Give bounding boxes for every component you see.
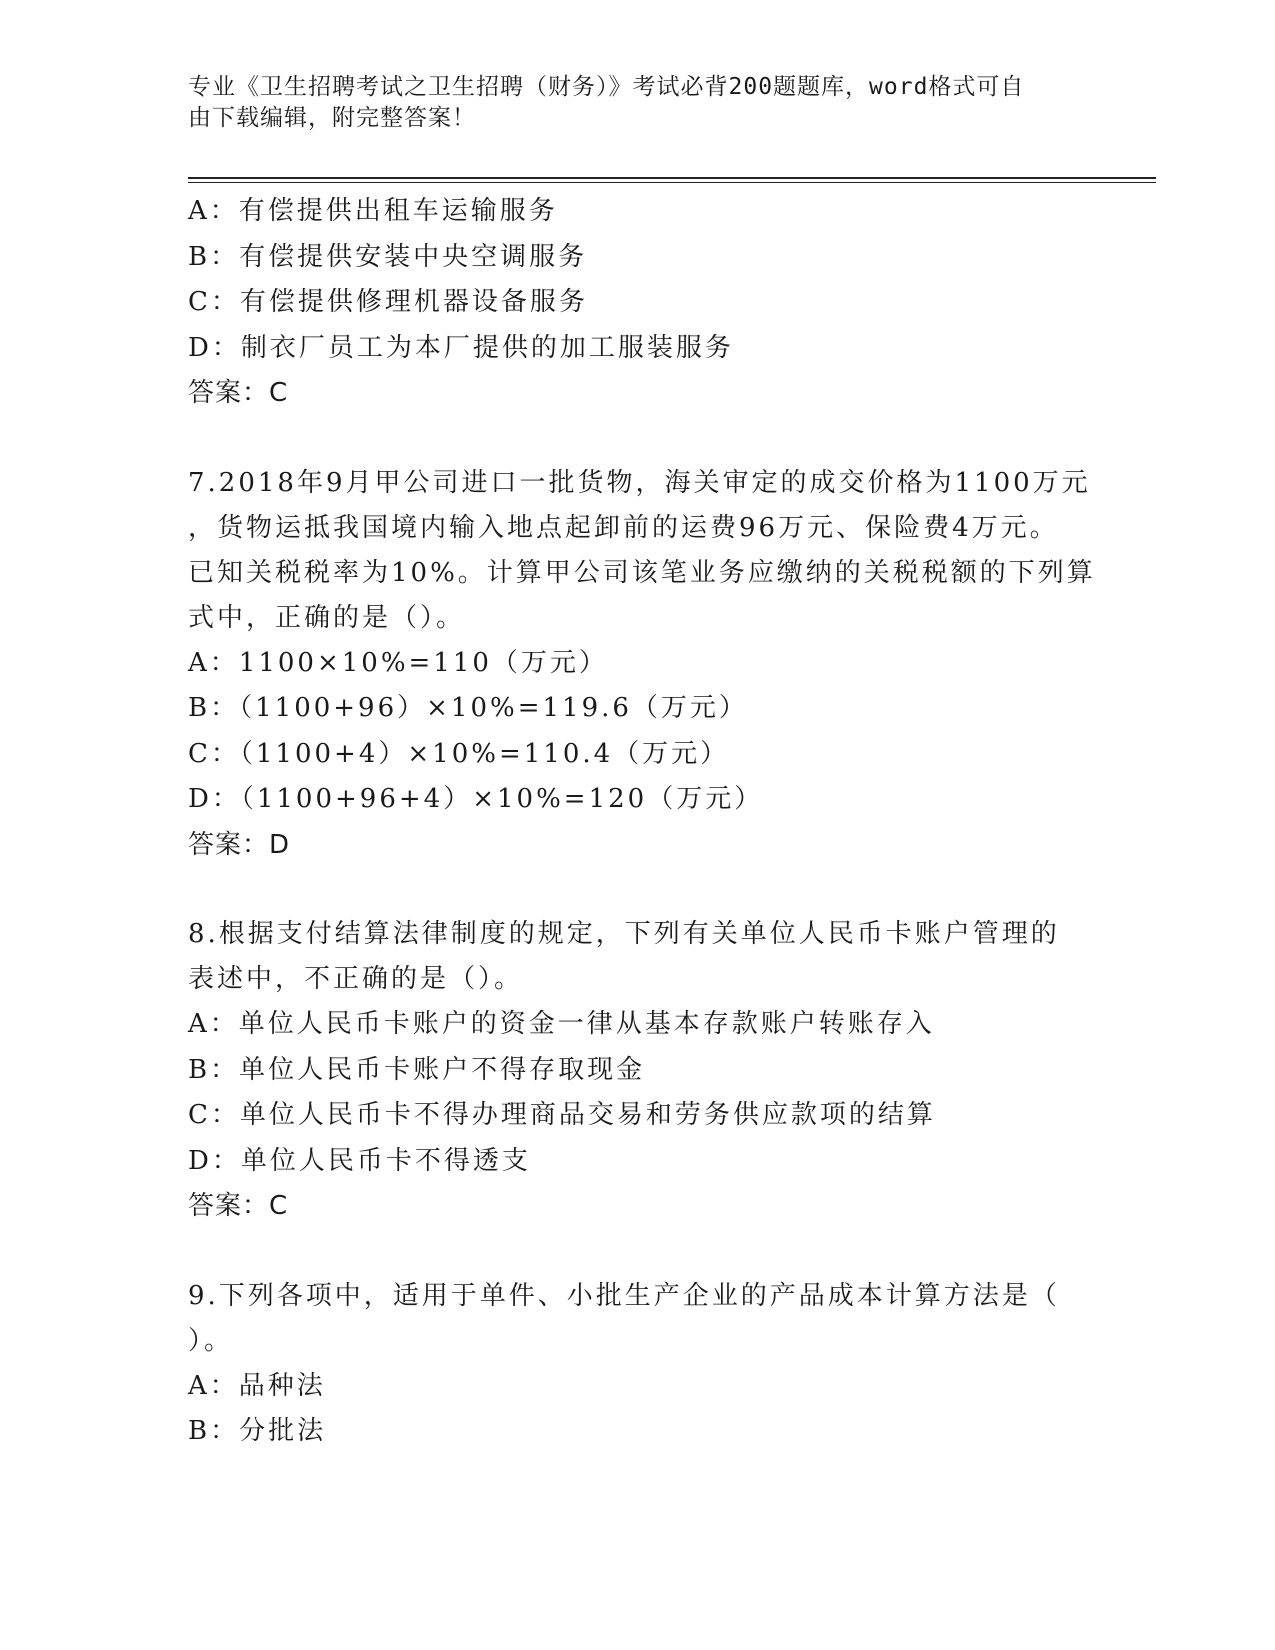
option-a: A：品种法 — [188, 1370, 326, 1401]
question-text-line: 表述中，不正确的是（）。 — [188, 964, 524, 994]
question-text-line: 式中，正确的是（）。 — [188, 602, 466, 633]
option-d: D：（1100+96+4）×10%=120（万元） — [188, 784, 764, 814]
question-block — [188, 189, 1088, 417]
option-a: A：1100×10%=110（万元） — [188, 647, 608, 678]
question-text-line: 9.下列各项中，适用于单件、小批生产企业的产品成本计算方法是（ — [188, 1280, 1060, 1311]
question-block — [188, 1274, 1088, 1455]
option-a: A：有偿提供出租车运输服务 — [188, 196, 558, 226]
question-list — [188, 189, 1096, 1455]
answer: 答案：C — [188, 378, 289, 408]
page-header — [188, 72, 1078, 134]
option-b: B：单位人民币卡账户不得存取现金 — [188, 1054, 646, 1085]
question-block — [188, 912, 1088, 1230]
option-a: A：单位人民币卡账户的资金一律从基本存款账户转账存入 — [188, 1009, 935, 1039]
question-text-line: ，货物运抵我国境内输入地点起卸前的运费96万元、保险费4万元。 — [188, 512, 1059, 543]
question-text-line: ）。 — [188, 1325, 234, 1356]
header-line-1: 专业《卫生招聘考试之卫生招聘（财务）》考试必背200题题库，word格式可自 — [188, 74, 1025, 100]
answer: 答案：C — [188, 1191, 289, 1221]
option-d: D：制衣厂员工为本厂提供的加工服装服务 — [188, 332, 734, 363]
option-d: D：单位人民币卡不得透支 — [188, 1145, 531, 1176]
header-line-2: 由下载编辑，附完整答案！ — [188, 105, 476, 131]
option-b: B：有偿提供安装中央空调服务 — [188, 241, 588, 272]
question-text-line: 8.根据支付结算法律制度的规定，下列有关单位人民币卡账户管理的 — [188, 919, 1060, 949]
option-c: C：单位人民币卡不得办理商品交易和劳务供应款项的结算 — [188, 1100, 936, 1130]
option-c: C：（1100+4）×10%=110.4（万元） — [188, 738, 730, 769]
question-text-line: 7.2018年9月甲公司进口一批货物，海关审定的成交价格为1100万元 — [188, 467, 1091, 498]
answer: 答案：D — [188, 829, 291, 860]
question-block — [188, 461, 1096, 869]
header-divider — [188, 177, 1156, 183]
question-text-line: 已知关税税率为10%。计算甲公司该笔业务应缴纳的关税税额的下列算 — [188, 557, 1096, 588]
option-b: B：（1100+96）×10%=119.6（万元） — [188, 693, 748, 723]
option-b: B：分批法 — [188, 1416, 327, 1446]
option-c: C：有偿提供修理机器设备服务 — [188, 287, 588, 317]
